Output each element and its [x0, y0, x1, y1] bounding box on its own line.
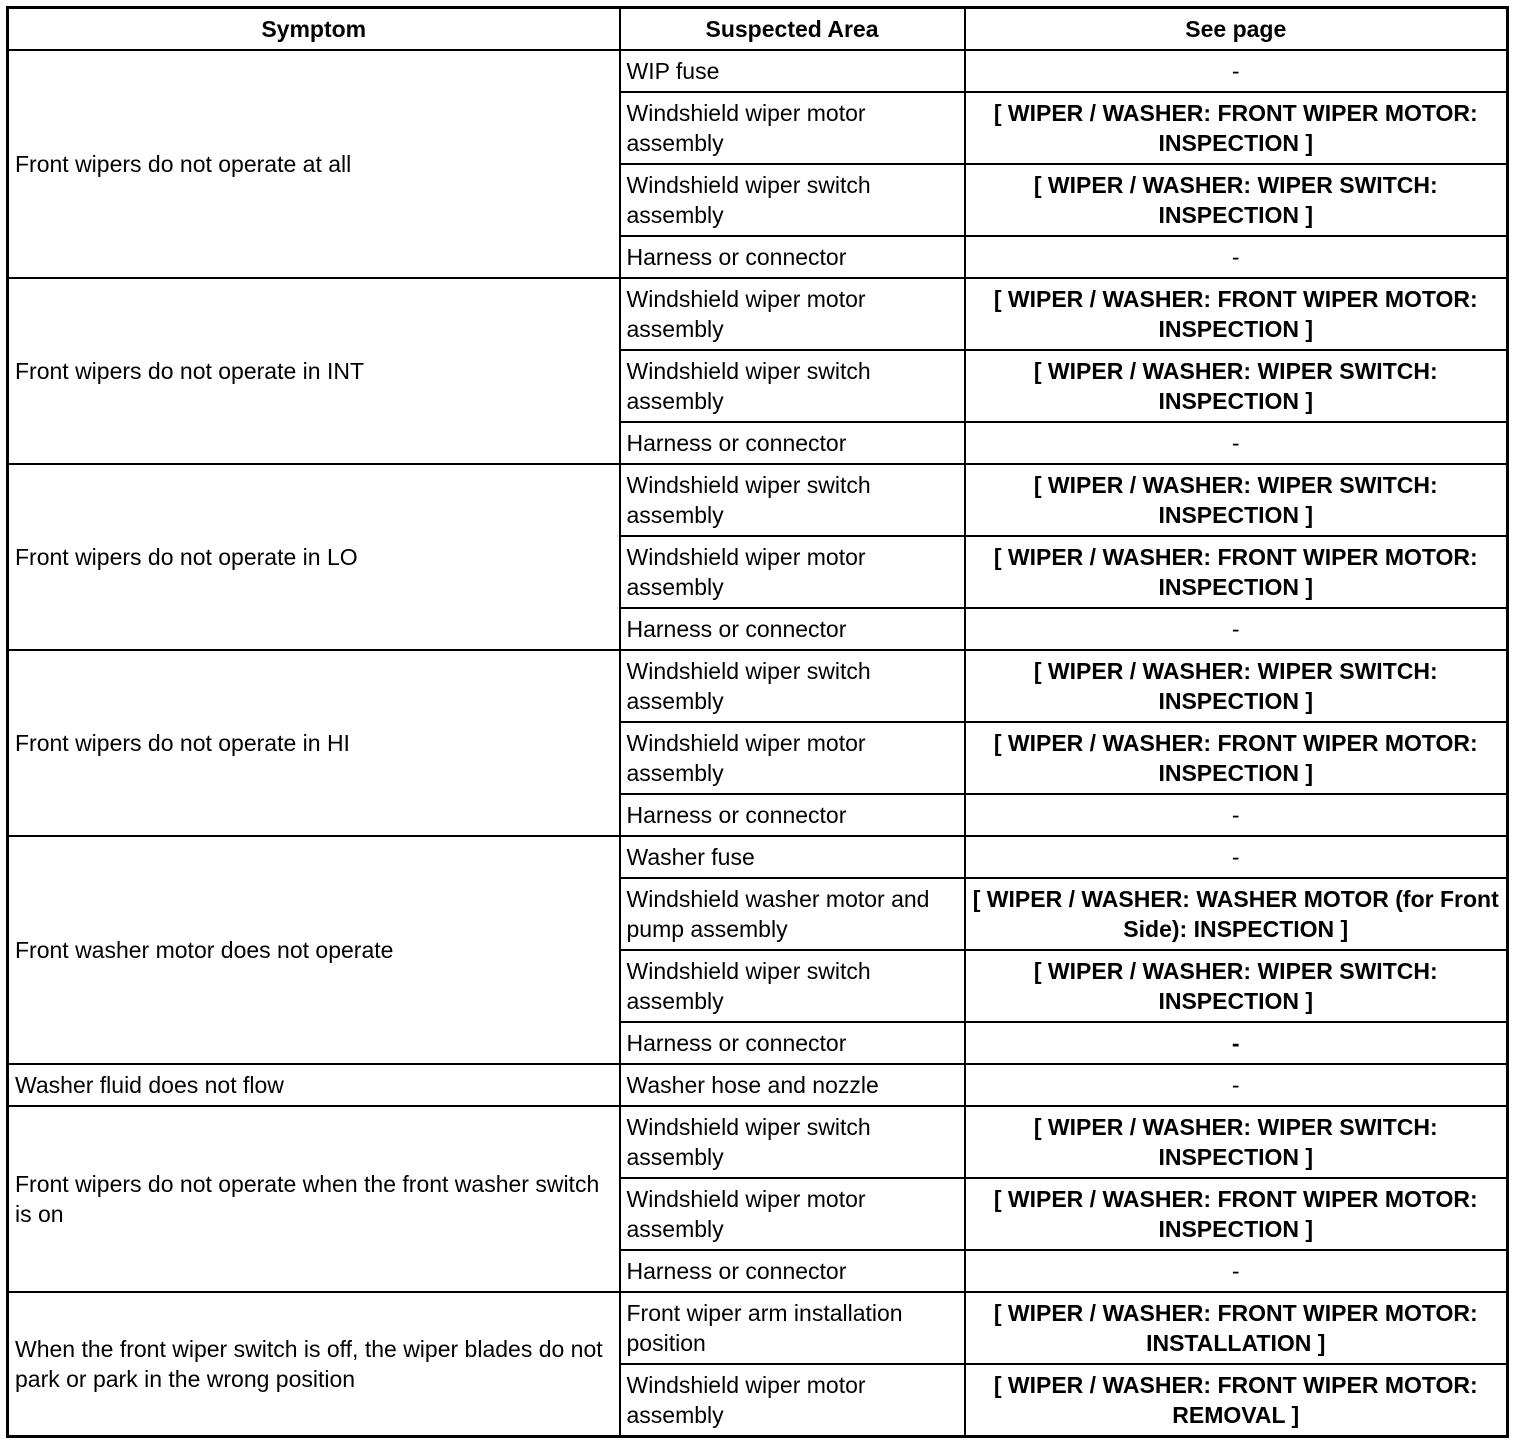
see-page-link[interactable]: [ WIPER / WASHER: FRONT WIPER MOTOR: INSPECTION ] — [965, 278, 1508, 350]
suspected-area-cell: Harness or connector — [620, 1250, 965, 1292]
suspected-area-cell: Windshield wiper motor assembly — [620, 1364, 965, 1437]
table-row — [8, 464, 1508, 536]
header-symptom: Symptom — [8, 8, 620, 51]
suspected-area-cell: Windshield wiper motor assembly — [620, 92, 965, 164]
symptom-cell: Front wipers do not operate in LO — [8, 464, 620, 650]
troubleshooting-table — [6, 6, 1509, 1438]
see-page-link[interactable]: [ WIPER / WASHER: WASHER MOTOR (for Front Side): INSPECTION ] — [965, 878, 1508, 950]
suspected-area-cell: Windshield wiper switch assembly — [620, 950, 965, 1022]
suspected-area-cell: Washer fuse — [620, 836, 965, 878]
suspected-area-cell: Windshield wiper switch assembly — [620, 650, 965, 722]
symptom-cell: Washer fluid does not flow — [8, 1064, 620, 1106]
symptom-cell: Front wipers do not operate in INT — [8, 278, 620, 464]
suspected-area-cell: Washer hose and nozzle — [620, 1064, 965, 1106]
suspected-area-cell: Windshield wiper motor assembly — [620, 722, 965, 794]
see-page-cell: - — [965, 794, 1508, 836]
suspected-area-cell: Harness or connector — [620, 422, 965, 464]
header-see-page: See page — [965, 8, 1508, 51]
see-page-link[interactable]: [ WIPER / WASHER: WIPER SWITCH: INSPECTION ] — [965, 650, 1508, 722]
suspected-area-cell: Harness or connector — [620, 236, 965, 278]
symptom-cell: Front wipers do not operate in HI — [8, 650, 620, 836]
suspected-area-cell: Harness or connector — [620, 1022, 965, 1064]
table-row — [8, 278, 1508, 350]
see-page-link[interactable]: [ WIPER / WASHER: WIPER SWITCH: INSPECTION ] — [965, 164, 1508, 236]
symptom-cell: When the front wiper switch is off, the wiper blades do not park or park in the wrong position — [8, 1292, 620, 1437]
table-row — [8, 836, 1508, 878]
see-page-link[interactable]: [ WIPER / WASHER: WIPER SWITCH: INSPECTION ] — [965, 350, 1508, 422]
suspected-area-cell: Windshield wiper motor assembly — [620, 536, 965, 608]
table-row — [8, 1064, 1508, 1106]
see-page-link[interactable]: [ WIPER / WASHER: WIPER SWITCH: INSPECTION ] — [965, 950, 1508, 1022]
see-page-cell: - — [965, 1022, 1508, 1064]
table-body — [8, 50, 1508, 1437]
see-page-link[interactable]: [ WIPER / WASHER: FRONT WIPER MOTOR: REMOVAL ] — [965, 1364, 1508, 1437]
see-page-link[interactable]: [ WIPER / WASHER: WIPER SWITCH: INSPECTION ] — [965, 464, 1508, 536]
see-page-cell: - — [965, 836, 1508, 878]
table-row — [8, 650, 1508, 722]
header-row — [8, 8, 1508, 51]
suspected-area-cell: Windshield wiper switch assembly — [620, 164, 965, 236]
suspected-area-cell: Windshield wiper motor assembly — [620, 278, 965, 350]
see-page-link[interactable]: [ WIPER / WASHER: WIPER SWITCH: INSPECTION ] — [965, 1106, 1508, 1178]
symptom-cell: Front wipers do not operate when the front washer switch is on — [8, 1106, 620, 1292]
symptom-cell: Front washer motor does not operate — [8, 836, 620, 1064]
suspected-area-cell: Harness or connector — [620, 608, 965, 650]
suspected-area-cell: Front wiper arm installation position — [620, 1292, 965, 1364]
suspected-area-cell: Windshield wiper motor assembly — [620, 1178, 965, 1250]
see-page-link[interactable]: [ WIPER / WASHER: FRONT WIPER MOTOR: INSTALLATION ] — [965, 1292, 1508, 1364]
header-suspected-area: Suspected Area — [620, 8, 965, 51]
suspected-area-cell: Windshield wiper switch assembly — [620, 1106, 965, 1178]
table-row — [8, 50, 1508, 92]
suspected-area-cell: Harness or connector — [620, 794, 965, 836]
table-row — [8, 1292, 1508, 1364]
see-page-cell: - — [965, 236, 1508, 278]
see-page-link[interactable]: [ WIPER / WASHER: FRONT WIPER MOTOR: INSPECTION ] — [965, 92, 1508, 164]
see-page-link[interactable]: [ WIPER / WASHER: FRONT WIPER MOTOR: INSPECTION ] — [965, 536, 1508, 608]
see-page-cell: - — [965, 1250, 1508, 1292]
see-page-link[interactable]: [ WIPER / WASHER: FRONT WIPER MOTOR: INSPECTION ] — [965, 1178, 1508, 1250]
suspected-area-cell: Windshield wiper switch assembly — [620, 464, 965, 536]
symptom-cell: Front wipers do not operate at all — [8, 50, 620, 278]
see-page-link[interactable]: [ WIPER / WASHER: FRONT WIPER MOTOR: INSPECTION ] — [965, 722, 1508, 794]
table-row — [8, 1106, 1508, 1178]
suspected-area-cell: Windshield wiper switch assembly — [620, 350, 965, 422]
suspected-area-cell: Windshield washer motor and pump assembly — [620, 878, 965, 950]
see-page-cell: - — [965, 422, 1508, 464]
see-page-cell: - — [965, 1064, 1508, 1106]
suspected-area-cell: WIP fuse — [620, 50, 965, 92]
see-page-cell: - — [965, 50, 1508, 92]
see-page-cell: - — [965, 608, 1508, 650]
